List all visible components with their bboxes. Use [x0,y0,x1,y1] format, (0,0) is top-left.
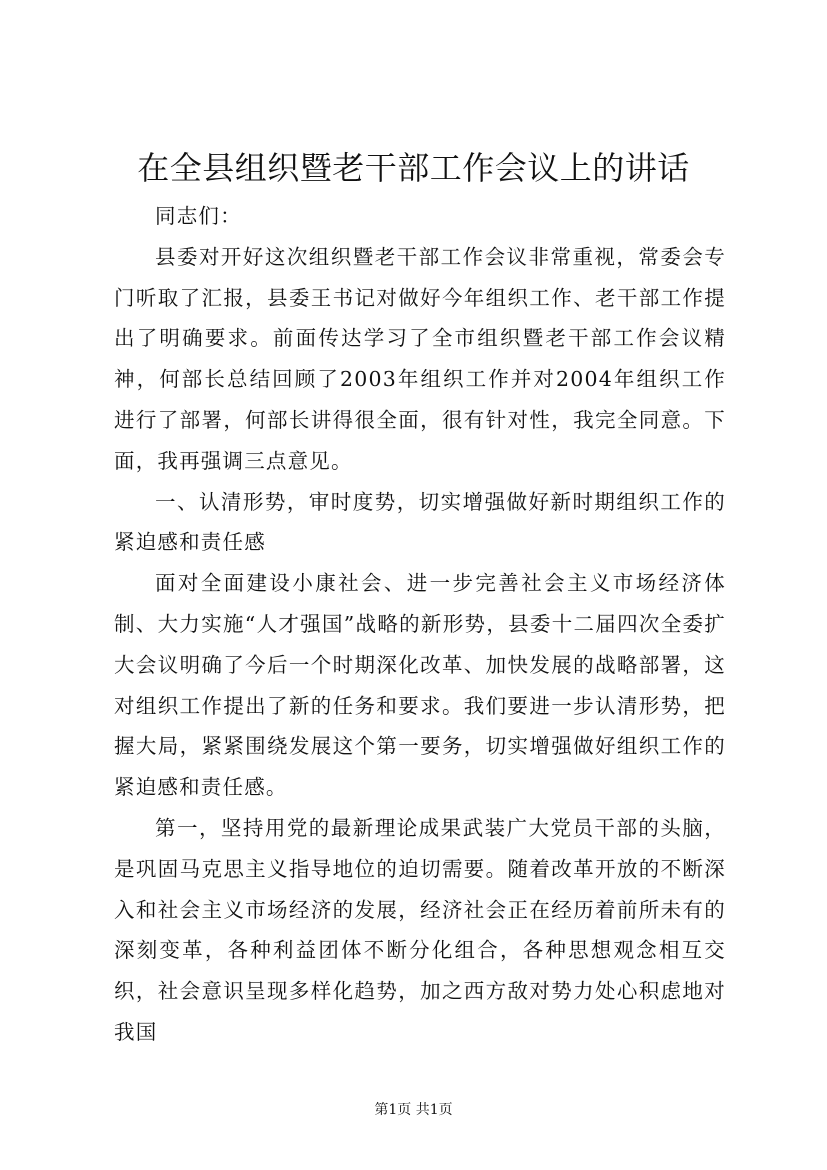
salutation: 同志们： [155,204,242,228]
section-heading-1: 一、认清形势，审时度势，切实增强做好新时期组织工作的紧迫感和责任感 [114,489,726,555]
paragraph-intro: 县委对开好这次组织暨老干部工作会议非常重视，常委会专门听取了汇报，县委王书记对做好今年组织工作、老干部工作提出了明确要求。前面传达学习了全市组织暨老干部工作会议精神，何部长总结回顾了2003年组织工作并对2004年组织工作进行了部署，何部长讲得很全面，很有针对性，我完全同意。下面，我再强调三点意见。 [114,244,726,473]
document-title: 在全县组织暨老干部工作会议上的讲话 [137,149,690,187]
page-number-footer: 第1页 共1页 [374,1102,453,1118]
paragraph-first-point: 第一，坚持用党的最新理论成果武装广大党员干部的头脑，是巩固马克思主义指导地位的迫切需要。随着改革开放的不断深入和社会主义市场经济的发展，经济社会正在经历着前所未有的深刻变革，各种利益团体不断分化组合，各种思想观念相互交织，社会意识呈现多样化趋势，加之西方敌对势力处心积虑地对我国 [114,815,726,1044]
document-body [114,196,726,1053]
paragraph-situation: 面对全面建设小康社会、进一步完善社会主义市场经济体制、大力实施“人才强国”战略的新形势，县委十二届四次全委扩大会议明确了今后一个时期深化改革、加快发展的战略部署，这对组织工作提出了新的任务和要求。我们要进一步认清形势，把握大局，紧紧围绕发展这个第一要务，切实增强做好组织工作的紧迫感和责任感。 [114,571,726,800]
